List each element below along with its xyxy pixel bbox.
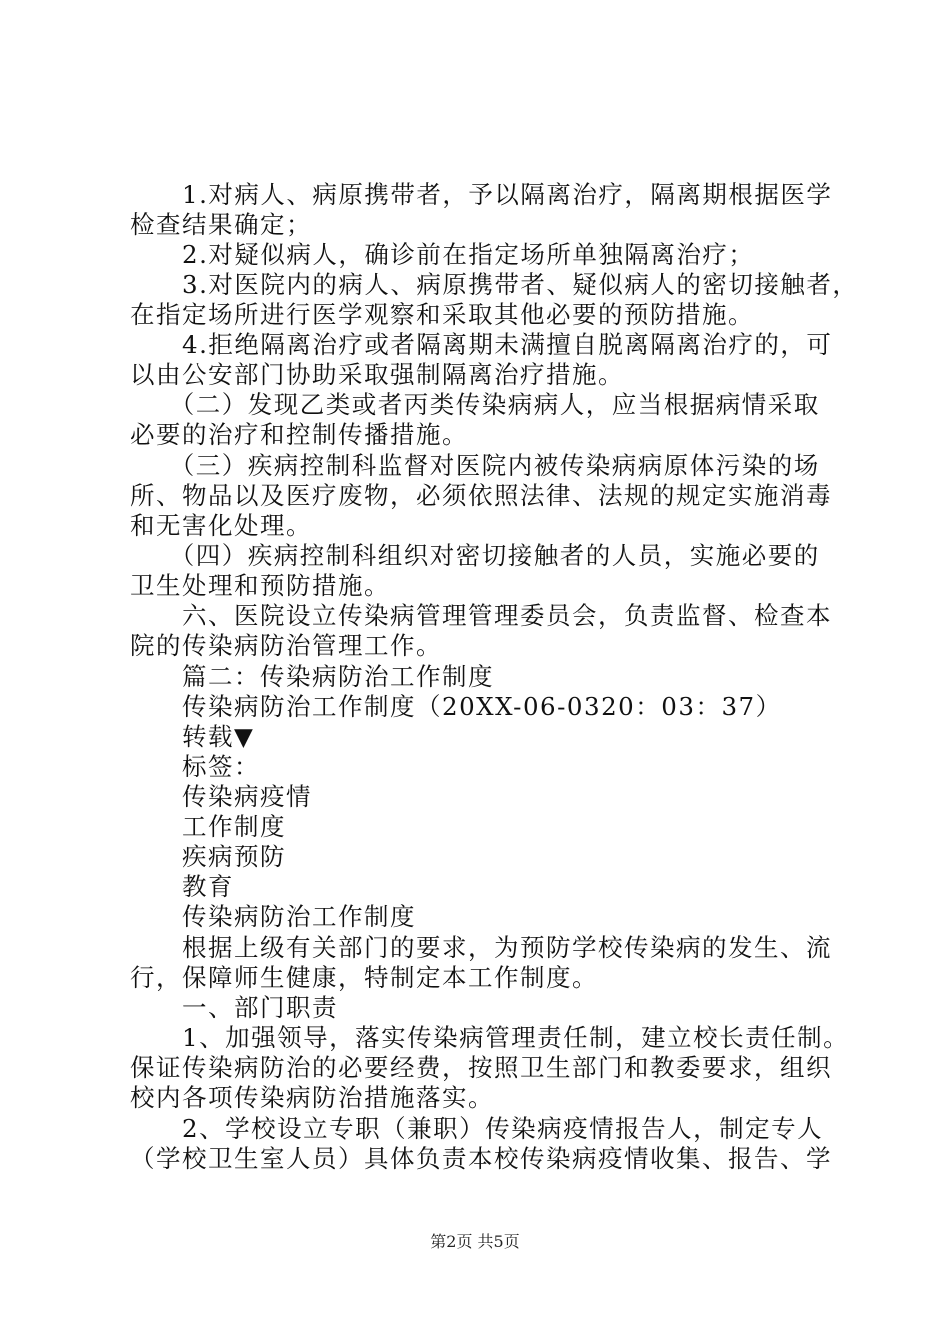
tag-item: 教育 — [130, 872, 234, 901]
text-line: 和无害化处理。 — [130, 511, 312, 540]
section-heading: 篇二：传染病防治工作制度 — [130, 662, 494, 691]
page-footer: 第2页 共5页 — [430, 1232, 520, 1251]
tag-item: 工作制度 — [130, 812, 286, 841]
text-line: 卫生处理和预防措施。 — [130, 571, 390, 600]
tag-item: 传染病疫情 — [130, 782, 312, 811]
text-line: 1.对病人、病原携带者，予以隔离治疗，隔离期根据医学 — [130, 180, 833, 209]
text-line: 在指定场所进行医学观察和采取其他必要的预防措施。 — [130, 300, 754, 329]
text-line: （二）发现乙类或者丙类传染病病人，应当根据病情采取 — [130, 390, 820, 419]
repost-label: 转载▼ — [130, 722, 255, 751]
text-line: 六、医院设立传染病管理管理委员会，负责监督、检查本 — [130, 601, 832, 630]
text-line: 2、学校设立专职（兼职）传染病疫情报告人，制定专人 — [130, 1114, 824, 1143]
text-line: 以由公安部门协助采取强制隔离治疗措施。 — [130, 360, 624, 389]
text-line: 保证传染病防治的必要经费，按照卫生部门和教委要求，组织 — [130, 1053, 832, 1082]
text-line: 3.对医院内的病人、病原携带者、疑似病人的密切接触者， — [130, 270, 859, 299]
article-title: 传染病防治工作制度（20XX-06-0320：03：37） — [130, 692, 782, 721]
text-line: 传染病防治工作制度 — [130, 902, 416, 931]
text-line: 所、物品以及医疗废物，必须依照法律、法规的规定实施消毒 — [130, 481, 832, 510]
text-line: （四）疾病控制科组织对密切接触者的人员，实施必要的 — [130, 541, 820, 570]
tag-item: 疾病预防 — [130, 842, 286, 871]
text-line: 2.对疑似病人，确诊前在指定场所单独隔离治疗； — [130, 240, 755, 269]
text-line: （三）疾病控制科监督对医院内被传染病病原体污染的场 — [130, 451, 820, 480]
text-line: 检查结果确定； — [130, 210, 312, 239]
text-line: 行，保障师生健康，特制定本工作制度。 — [130, 963, 598, 992]
tags-label: 标签： — [130, 752, 260, 781]
text-line: 校内各项传染病防治措施落实。 — [130, 1083, 494, 1112]
text-line: 4.拒绝隔离治疗或者隔离期未满擅自脱离隔离治疗的，可 — [130, 330, 833, 359]
text-line: （学校卫生室人员）具体负责本校传染病疫情收集、报告、学 — [130, 1144, 832, 1173]
text-line: 院的传染病防治管理工作。 — [130, 631, 442, 660]
text-line: 一、部门职责 — [130, 993, 338, 1022]
text-line: 必要的治疗和控制传播措施。 — [130, 420, 468, 449]
text-line: 根据上级有关部门的要求，为预防学校传染病的发生、流 — [130, 933, 832, 962]
text-line: 1、加强领导，落实传染病管理责任制，建立校长责任制。 — [130, 1023, 850, 1052]
